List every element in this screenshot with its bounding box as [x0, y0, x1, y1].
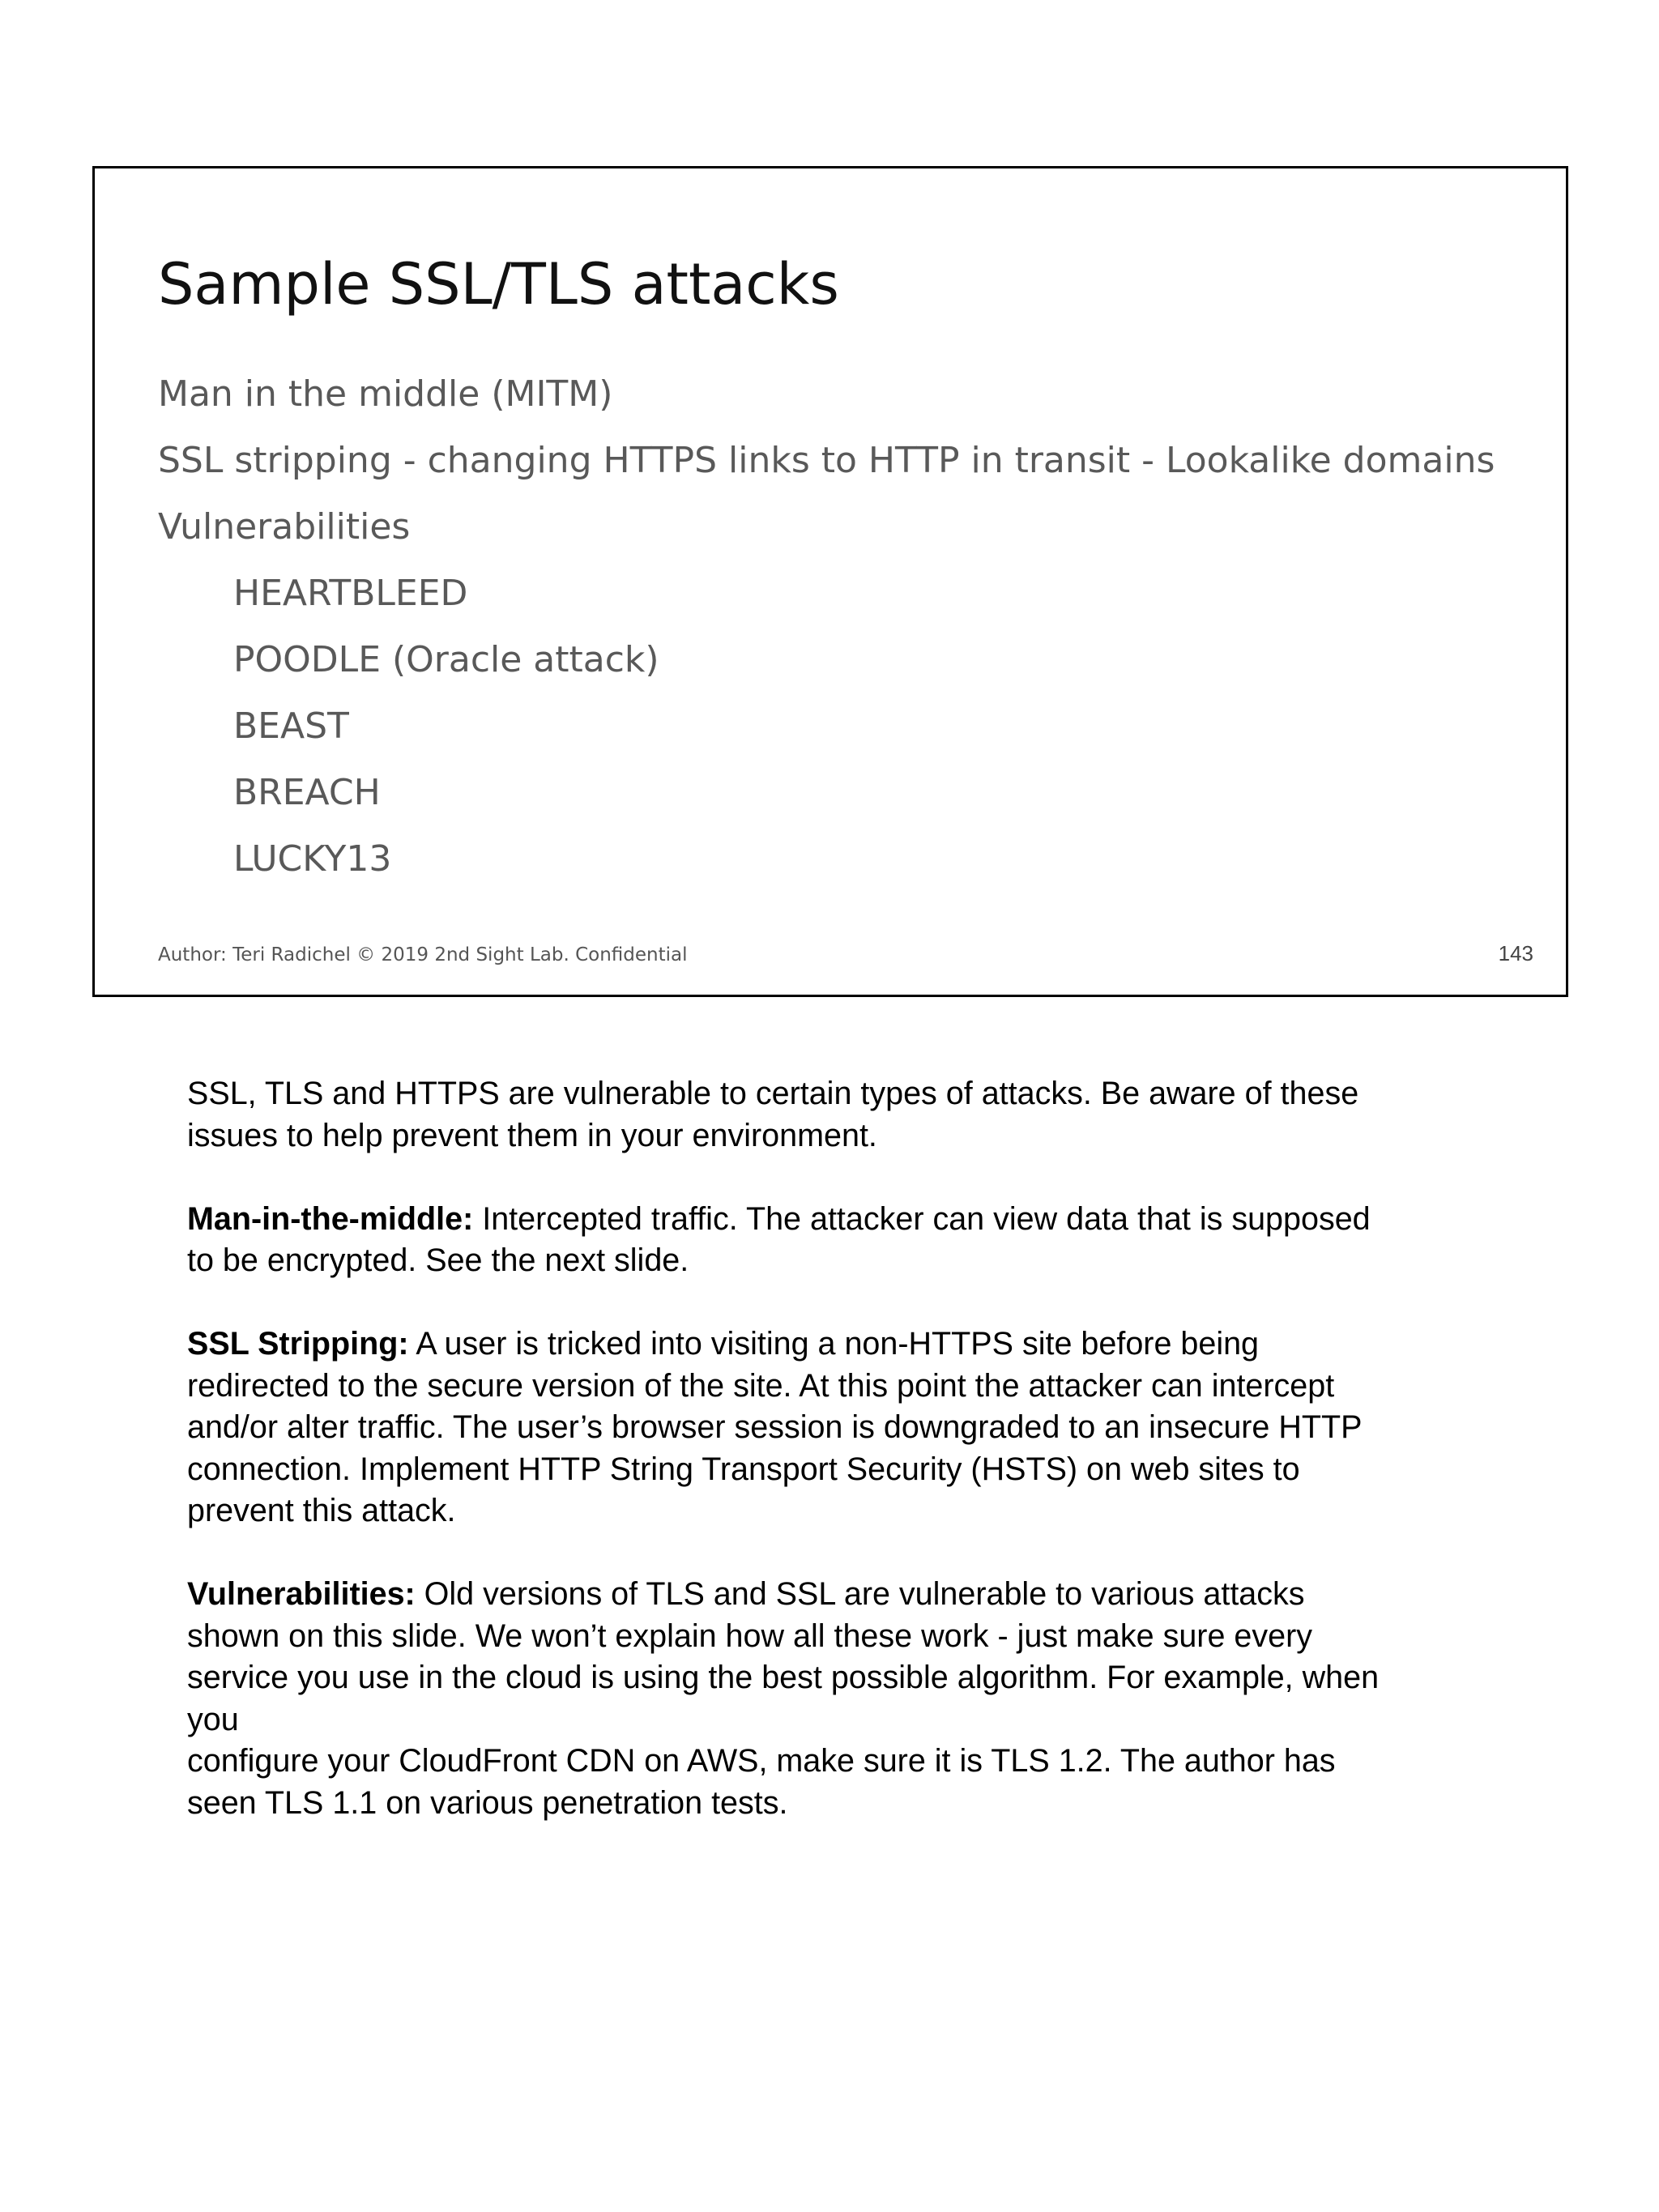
notes-ssl-line: prevent this attack. [187, 1493, 456, 1528]
sub-bullet-beast: BEAST [233, 705, 349, 747]
notes-mitm-line: to be encrypted. See the next slide. [187, 1242, 689, 1278]
bullet-mitm: Man in the middle (MITM) [158, 373, 613, 415]
sub-bullet-poodle: POODLE (Oracle attack) [233, 639, 659, 680]
notes-intro-paragraph [187, 1073, 1483, 1157]
sub-bullet-breach: BREACH [233, 772, 381, 813]
slide-bullet-list [158, 361, 1495, 893]
notes-ssl-line: A user is tricked into visiting a non-HTTPS site before being [408, 1326, 1260, 1362]
notes-vuln-line: shown on this slide. We won’t explain how all these work - just make sure every [187, 1617, 1312, 1654]
notes-vuln-line: you [187, 1701, 239, 1737]
notes-vuln-line: Old versions of TLS and SSL are vulnerable to various attacks [415, 1576, 1305, 1612]
slide-title: Sample SSL/TLS attacks [158, 251, 839, 318]
notes-ssl-line: connection. Implement HTTP String Transport Security (HSTS) on web sites to [187, 1451, 1300, 1487]
notes-vuln-line: service you use in the cloud is using the best possible algorithm. For example, when [187, 1660, 1380, 1695]
bullet-ssl-stripping: SSL stripping - changing HTTPS links to HTTP in transit - Lookalike domains [158, 440, 1495, 481]
notes-vulnerabilities-paragraph [187, 1574, 1483, 1824]
notes-vuln-line: configure your CloudFront CDN on AWS, make sure it is TLS 1.2. The author has [187, 1743, 1336, 1779]
notes-mitm-line: Intercepted traffic. The attacker can view data that is supposed [473, 1200, 1371, 1237]
sub-bullet-lucky13: LUCKY13 [233, 838, 392, 880]
notes-ssl-line: redirected to the secure version of the site. At this point the attacker can intercept [187, 1367, 1335, 1404]
slide-footer: Author: Teri Radichel © 2019 2nd Sight Lab. Confidential [158, 944, 688, 965]
slide-frame [92, 166, 1568, 997]
speaker-notes [187, 1073, 1483, 1866]
notes-vulnerabilities-label: Vulnerabilities: [187, 1576, 416, 1612]
notes-mitm-paragraph [187, 1199, 1483, 1282]
sub-bullet-heartbleed: HEARTBLEED [233, 573, 468, 614]
notes-mitm-label: Man-in-the-middle: [187, 1200, 474, 1237]
notes-ssl-line: and/or alter traffic. The user’s browser session is downgraded to an insecure HTTP [187, 1409, 1363, 1445]
notes-intro-line: SSL, TLS and HTTPS are vulnerable to certain types of attacks. Be aware of these [187, 1076, 1359, 1111]
notes-vuln-line: seen TLS 1.1 on various penetration tests. [187, 1784, 788, 1821]
bullet-vulnerabilities: Vulnerabilities [158, 506, 411, 548]
notes-intro-line: issues to help prevent them in your environment. [187, 1117, 877, 1153]
notes-ssl-stripping-label: SSL Stripping: [187, 1326, 409, 1362]
slide-page-number: 143 [1498, 941, 1533, 965]
notes-ssl-stripping-paragraph [187, 1323, 1483, 1532]
